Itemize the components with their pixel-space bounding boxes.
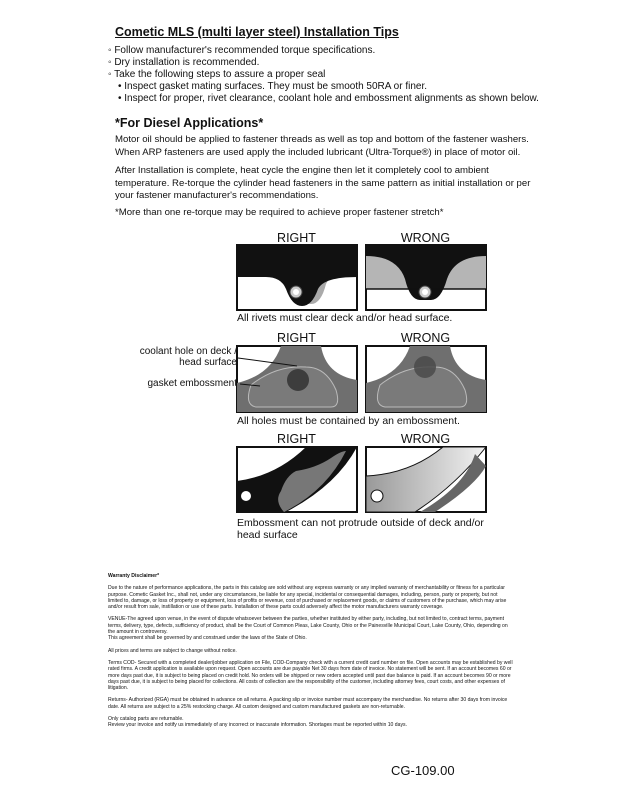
tip-item: ◦ Dry installation is recommended. [108,57,260,68]
right-label: RIGHT [277,231,316,245]
embossment-wrong-diagram [365,446,487,513]
tip-text: Follow manufacturer's recommended torque specifications. [114,45,376,56]
warranty-paragraph: Due to the nature of performance applications, the parts in this catalog are sold without any express warranty or any implied warranty of merchantability or fitness for a particular purpose. Cometic Gasket Inc., shall not, under any circumstances, be liable for any special, incidental or consequential damages, including, person, party or property, but not limited to, damage, or loss of property or equipment, loss of profits or revenue, cost of purchased or replacement goods, or claims of customers of the purchase, which may arise and/or result from sale, instillation or use of these parts. Installation of these parts could adversely affect the motor manufacturers warranty coverage. [108,585,507,611]
caption-rivets: All rivets must clear deck and/or head surface. [237,312,453,324]
tip-text: Dry installation is recommended. [114,57,260,68]
page-code: CG-109.00 [391,763,455,778]
subtip-text: Inspect gasket mating surfaces. They must be smooth 50RA or finer. [124,81,428,92]
governing-law: This agreement shall be governed by and construed under the laws of the State of Ohio. [108,635,307,642]
caption-embossment: Embossment can not protrude outside of deck and/or head surface [237,517,484,541]
returnable-note: Only catalog parts are returnable. [108,716,184,723]
returns-paragraph: Returns- Authorized (RGA) must be obtained in advance on all returns. A packing slip or invoice number must accompany the merchandise. No returns after 30 days from invoice date. All returns are subject to a 25% restocking charge. All custom designed and custom manufactured gaskets are non-returnable. [108,697,508,710]
subtip-item: • Inspect gasket mating surfaces. They must be smooth 50RA or finer. [118,81,428,92]
warranty-section [108,573,513,735]
diesel-heading: *For Diesel Applications* [115,116,264,130]
tip-item: ◦ Take the following steps to assure a proper seal [108,69,326,80]
warranty-heading: Warranty Disclaimer* [108,573,160,579]
embossment-right-diagram [236,446,358,513]
wrong-label: WRONG [400,432,451,446]
subtip-text: Inspect for proper, rivet clearance, coolant hole and embossment alignments as shown below. [124,93,539,104]
coolant-hole-label: coolant hole on deck / head surface [139,346,237,368]
prices-note: All prices and terms are subject to change without notice. [108,647,237,654]
subtip-item: • Inspect for proper, rivet clearance, coolant hole and embossment alignments as shown below. [118,93,539,104]
wrong-label: WRONG [400,331,451,345]
rivet-wrong-diagram [365,244,487,311]
callout-lines [205,350,305,395]
tip-item: ◦ Follow manufacturer's recommended torque specifications. [108,45,376,56]
wrong-label: WRONG [400,231,451,245]
diesel-paragraph-3: *More than one re-torque may be required to achieve proper fastener stretch* [115,207,444,218]
review-note: Review your invoice and notify us immediately of any incorrect or inaccurate information. Shortages must be reported within 10 days. [108,722,407,729]
right-label: RIGHT [277,432,316,446]
page-title: Cometic MLS (multi layer steel) Installation Tips [115,25,399,39]
venue-paragraph: VENUE-The agreed upon venue, in the event of dispute whatsoever between the parties, whether instituted by either party, including, but not limited to, contract terms, payment terms, delivery, type, defects, sufficiency of product, shall be the Court of Common Pleas, Lake County, Ohio or the Painesville Municipal Court, Lake County, Ohio, depending on the amount in controversy. [108,616,508,636]
caption-holes: All holes must be contained by an embossment. [237,415,460,427]
rivet-right-diagram [236,244,358,311]
right-label: RIGHT [277,331,316,345]
diesel-paragraph-1: Motor oil should be applied to fastener threads as well as top and bottom of the fastener washers. When ARP fasteners are used apply the included lubricant (Ultra-Torque®) in place of motor oil. [115,134,529,158]
coolant-wrong-diagram [365,345,487,413]
embossment-label: gasket embossment [147,378,237,389]
terms-paragraph: Terms COD- Secured with a completed dealer/jobber application on File, COD-Company check with a current credit card number on file. Open accounts may be established by well rated firms. A credit application is available upon request. Open accounts are due payable Net 30 days from date of invoice. No statement will be sent. If an account becomes 60 or more days past due, it is subject to being placed on credit hold. No orders will be shipped or new orders accepted until past due balance is paid. If an account becomes 90 or more days past due, it is subject to being placed for collections. All costs of collection are the responsibility of the customer, including attorney fees, court costs, and other expenses of litigation. [108,659,513,692]
tip-text: Take the following steps to assure a proper seal [114,69,326,80]
diesel-paragraph-2: After Installation is complete, heat cycle the engine then let it completely cool to ambient temperature. Re-torque the cylinder head fasteners in the same pattern as initial installation or per your fastener manufacturer's recommendations. [115,165,531,202]
